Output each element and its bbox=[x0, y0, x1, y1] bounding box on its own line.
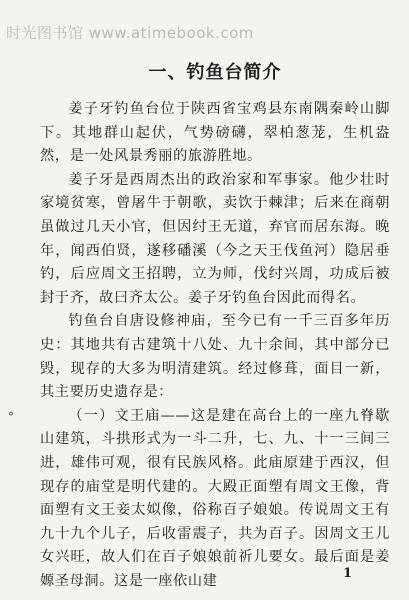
section-title: 一、钓鱼台简介 bbox=[148, 62, 282, 83]
margin-mark: ° bbox=[8, 410, 14, 424]
paragraph-2: 姜子牙是西周杰出的政治家和军事家。他少壮时家境贫寒，曾屠牛于朝歌，卖饮于棘津；后来在商朝虽做过几天小官，但因纣王无道，弃官而居东海。晚年，闻西伯贤，遂移磻溪（今之天王伐鱼河）隐居垂钓，后应周文王招聘，立为师，伐纣兴周，功成后被封于齐，故曰齐太公。姜子牙钓鱼台因此而得名。 bbox=[40, 171, 390, 306]
paragraph-4: （一）文王庙——这是建在高台上的一座九脊歇山建筑，斗拱形式为一斗二升，七、九、十一三间三进，雄伟可观，很有民族风格。此庙原建于西汉，但现存的庙堂是明代建的。大殿正面塑有周文王像，背面塑有文王妾太姒像，俗称百子娘娘。传说周文王有九十九个儿子，后收雷震子，共为百子。因周文王儿女兴旺，故人们在百子娘娘前祈儿要女。最后面是姜嫄圣母洞。这是一座依山建 bbox=[40, 407, 390, 589]
page-number: 1 bbox=[343, 566, 353, 581]
watermark-text: 时光图书馆 www.atimebook.com bbox=[6, 24, 254, 42]
paragraph-3: 钓鱼台自唐设修神庙，至今已有一千三百多年历史：其地共有古建筑十八处、九十余间，其中部分已毁，现存的大多为明清建筑。经过修葺，面目一新，其主要历史遗存是： bbox=[40, 313, 390, 401]
document-page bbox=[40, 58, 390, 593]
paragraph-1: 姜子牙钓鱼台位于陕西省宝鸡县东南隅秦岭山脚下。其地群山起伏，气势磅礴，翠柏葱茏，生机盎然，是一处风景秀丽的旅游胜地。 bbox=[40, 101, 390, 165]
